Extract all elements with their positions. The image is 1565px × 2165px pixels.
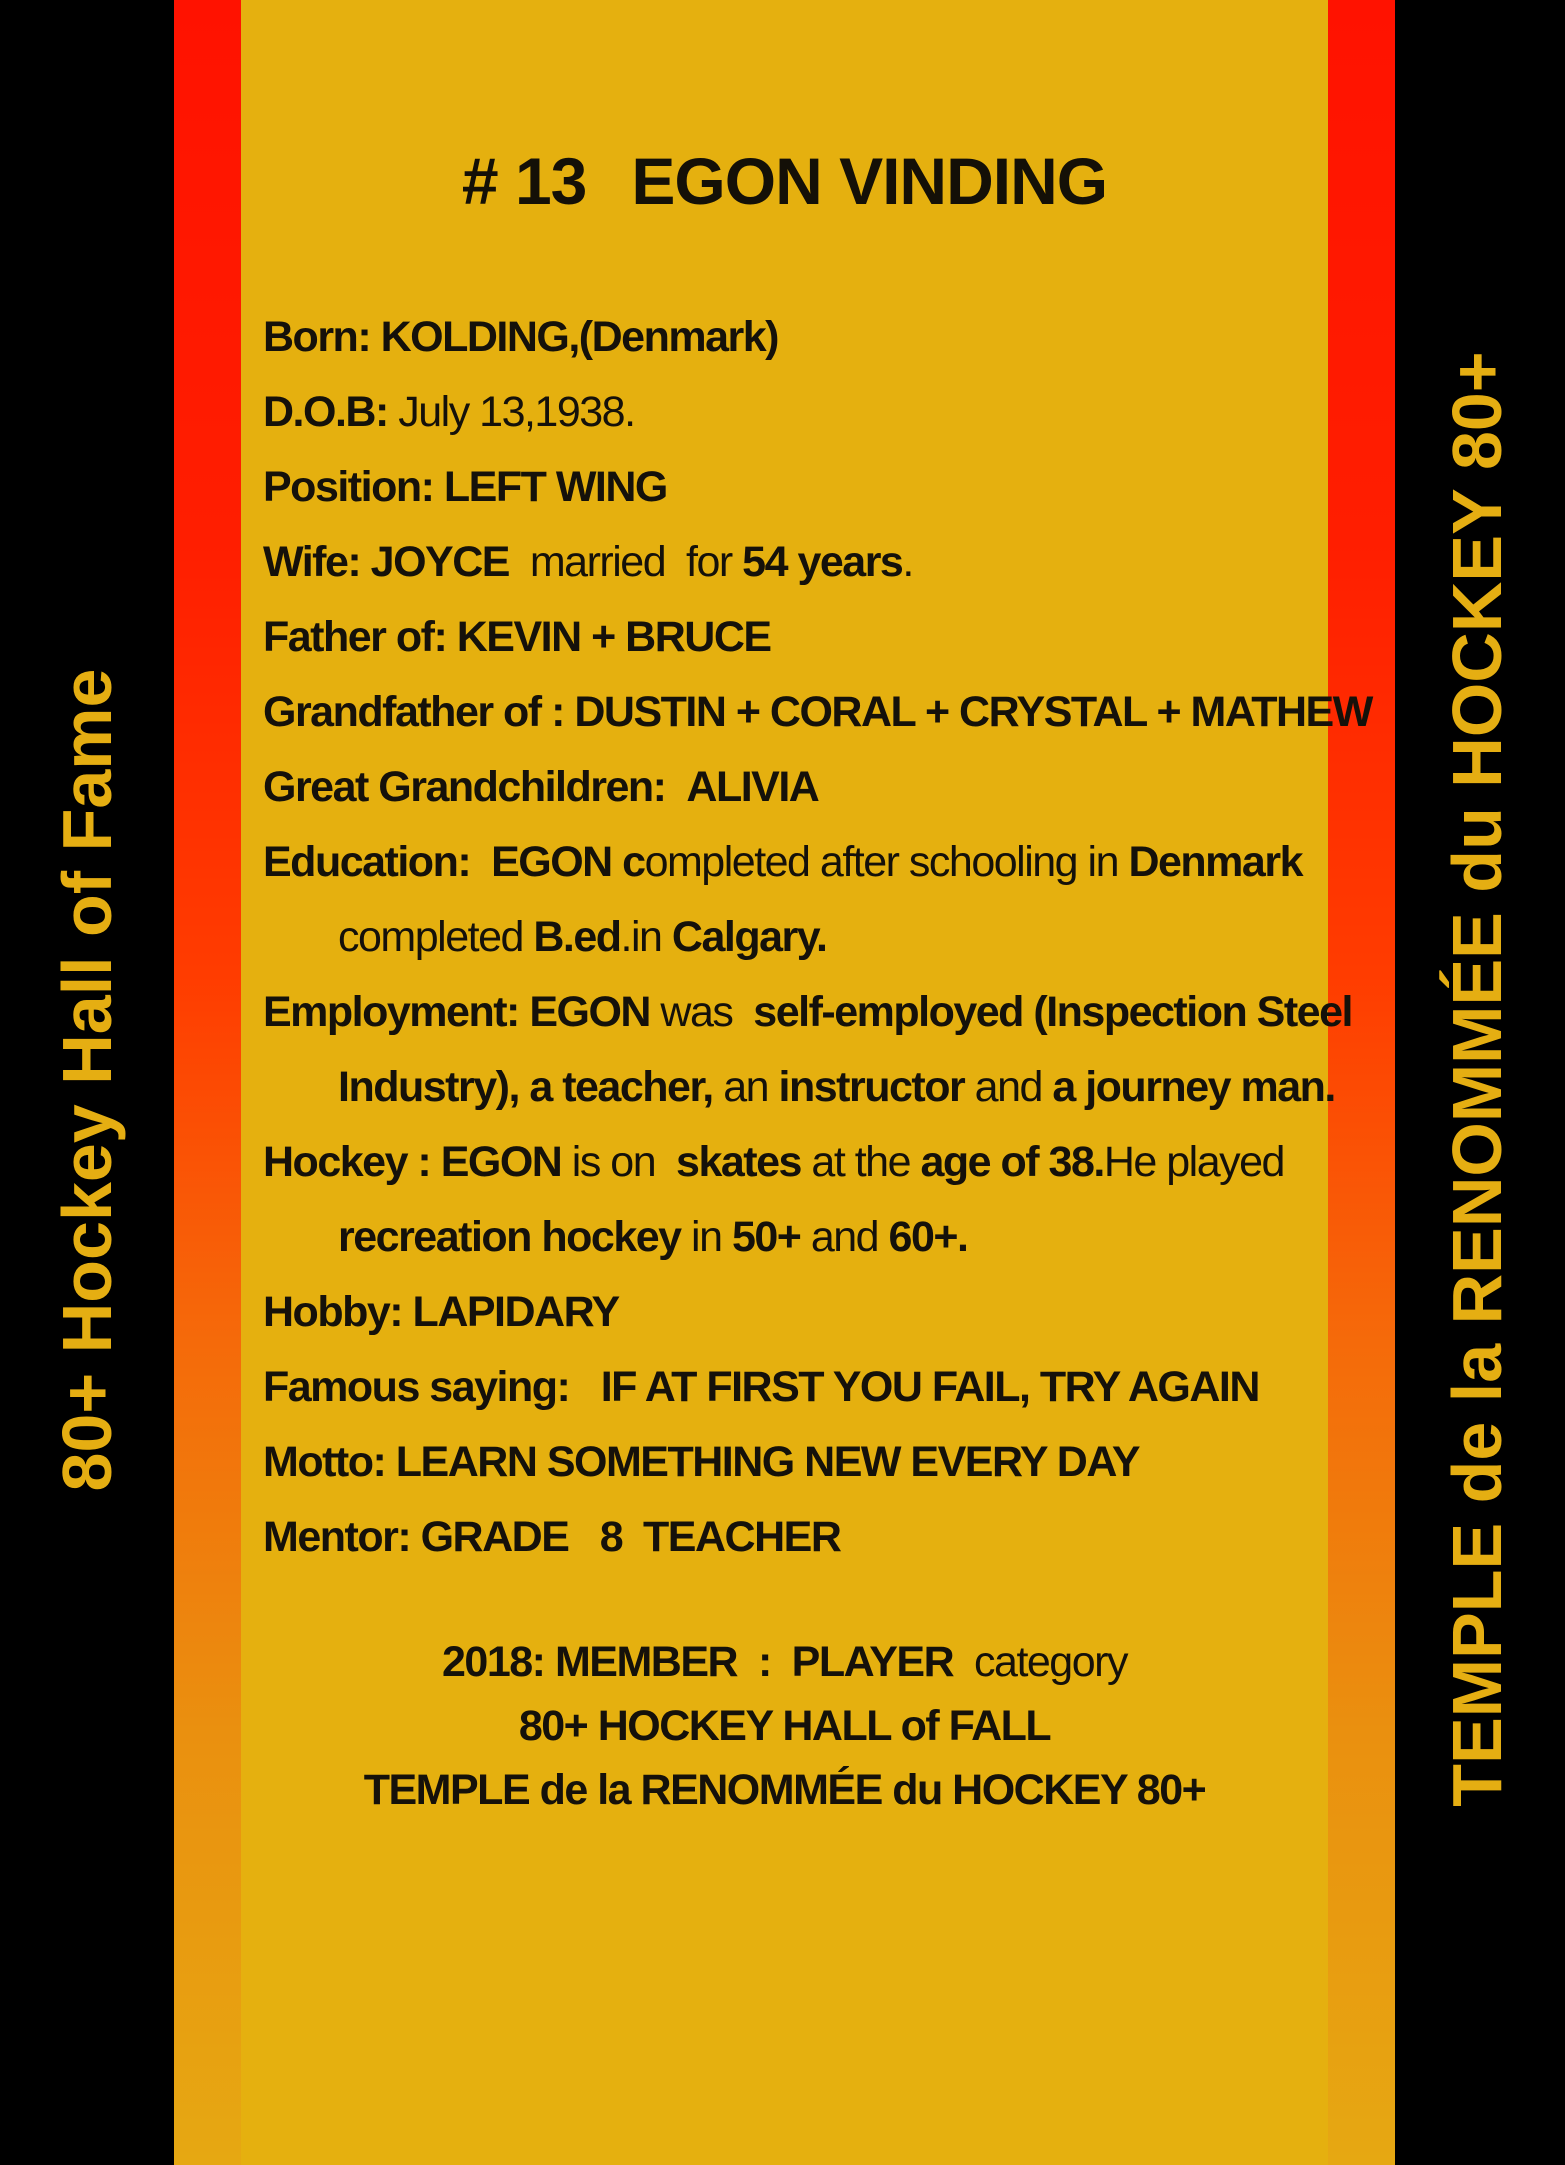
hockey-at-the: at the (811, 1138, 910, 1186)
card-title (241, 143, 1328, 219)
great-grandchildren-value: ALIVIA (686, 763, 819, 811)
wife-label: Wife: (263, 538, 361, 586)
born-row (263, 300, 1323, 375)
grandfather-value: DUSTIN + CORAL + CRYSTAL + MATHEW (574, 688, 1372, 736)
wife-married: married (529, 538, 666, 586)
mentor-value: GRADE 8 TEACHER (420, 1513, 841, 1561)
education-text2: completed (338, 913, 523, 961)
hockey-skates: skates (676, 1138, 801, 1186)
grandfather-label: Grandfather of : (263, 688, 564, 736)
saying-row (263, 1350, 1323, 1425)
hockey-row-cont (263, 1200, 1323, 1275)
footer-category: category (974, 1638, 1127, 1686)
hockey-is-on: is on (571, 1138, 656, 1186)
employment-industry: Industry), a teacher, (338, 1063, 713, 1111)
hockey-row (263, 1125, 1323, 1200)
father-value: KEVIN + BRUCE (456, 613, 771, 661)
saying-label: Famous saying: (263, 1363, 570, 1411)
father-label: Father of: (263, 613, 447, 661)
education-name: EGON c (491, 838, 645, 886)
dob-value: July 13,1938. (398, 388, 635, 436)
education-country: Denmark (1128, 838, 1302, 886)
education-label: Education: (263, 838, 471, 886)
hobby-label: Hobby: (263, 1288, 403, 1336)
born-value: KOLDING,(Denmark) (380, 313, 778, 361)
hockey-in: in (691, 1213, 722, 1261)
education-text1: ompleted after schooling in (644, 838, 1118, 886)
player-number: # 13 (461, 144, 587, 218)
grandfather-row (263, 675, 1372, 750)
bio-section (263, 300, 1372, 1575)
employment-journey: a journey man. (1052, 1063, 1335, 1111)
hockey-and: and (810, 1213, 879, 1261)
great-grandchildren-row (263, 750, 1323, 825)
wife-for: for (686, 538, 732, 586)
employment-row (263, 975, 1352, 1050)
education-row (263, 825, 1323, 900)
great-grandchildren-label: Great Grandchildren: (263, 763, 666, 811)
hockey-rec: recreation hockey (338, 1213, 681, 1261)
employment-name: EGON (529, 988, 650, 1036)
employment-an: an (723, 1063, 769, 1111)
education-text3: .in (620, 913, 662, 961)
employment-row-cont (263, 1050, 1335, 1125)
saying-value: IF AT FIRST YOU FAIL, TRY AGAIN (600, 1363, 1259, 1411)
hockey-fifty: 50+ (731, 1213, 801, 1261)
footer-line3: TEMPLE de la RENOMMÉE du HOCKEY 80+ (363, 1766, 1206, 1814)
wife-dot: . (902, 538, 913, 586)
hockey-sixty: 60+. (888, 1213, 968, 1261)
hockey-name: EGON (440, 1138, 562, 1186)
motto-label: Motto: (263, 1438, 386, 1486)
employment-and: and (974, 1063, 1042, 1111)
hobby-value: LAPIDARY (412, 1288, 619, 1336)
player-name: EGON VINDING (631, 144, 1108, 218)
born-label: Born: (263, 313, 371, 361)
dob-row (263, 375, 1323, 450)
footer-line2: 80+ HOCKEY HALL of FALL (518, 1702, 1051, 1750)
dob-label: D.O.B: (263, 388, 388, 436)
left-gradient-stripe (174, 0, 241, 2165)
membership-footer (241, 1630, 1328, 1822)
motto-value: LEARN SOMETHING NEW EVERY DAY (395, 1438, 1140, 1486)
hockey-he-played: He played (1103, 1138, 1284, 1186)
father-row (263, 600, 1323, 675)
employment-self: self-employed (Inspection Steel (753, 988, 1352, 1036)
side-label-left: 80+ Hockey Hall of Fame (48, 668, 126, 1492)
motto-row (263, 1425, 1323, 1500)
hockey-label: Hockey : (263, 1138, 431, 1186)
mentor-label: Mentor: (263, 1513, 411, 1561)
wife-row (263, 525, 1323, 600)
mentor-row (263, 1500, 1323, 1575)
right-gradient-stripe (1328, 0, 1395, 2165)
education-city: Calgary. (671, 913, 827, 961)
position-row (263, 450, 1323, 525)
hockey-age: age of 38. (920, 1138, 1104, 1186)
wife-name: JOYCE (370, 538, 509, 586)
footer-member: 2018: MEMBER : PLAYER (442, 1638, 954, 1686)
employment-instructor: instructor (778, 1063, 965, 1111)
wife-years: 54 years (742, 538, 903, 586)
education-row-cont (263, 900, 1323, 975)
employment-was: was (660, 988, 733, 1036)
education-degree: B.ed (533, 913, 621, 961)
position-label: Position: (263, 463, 434, 511)
side-label-right: TEMPLE de la RENOMMÉE du HOCKEY 80+ (1438, 351, 1516, 1807)
position-value: LEFT WING (443, 463, 667, 511)
employment-label: Employment: (263, 988, 519, 1036)
footer-member-line (241, 1630, 1328, 1694)
hobby-row (263, 1275, 1323, 1350)
